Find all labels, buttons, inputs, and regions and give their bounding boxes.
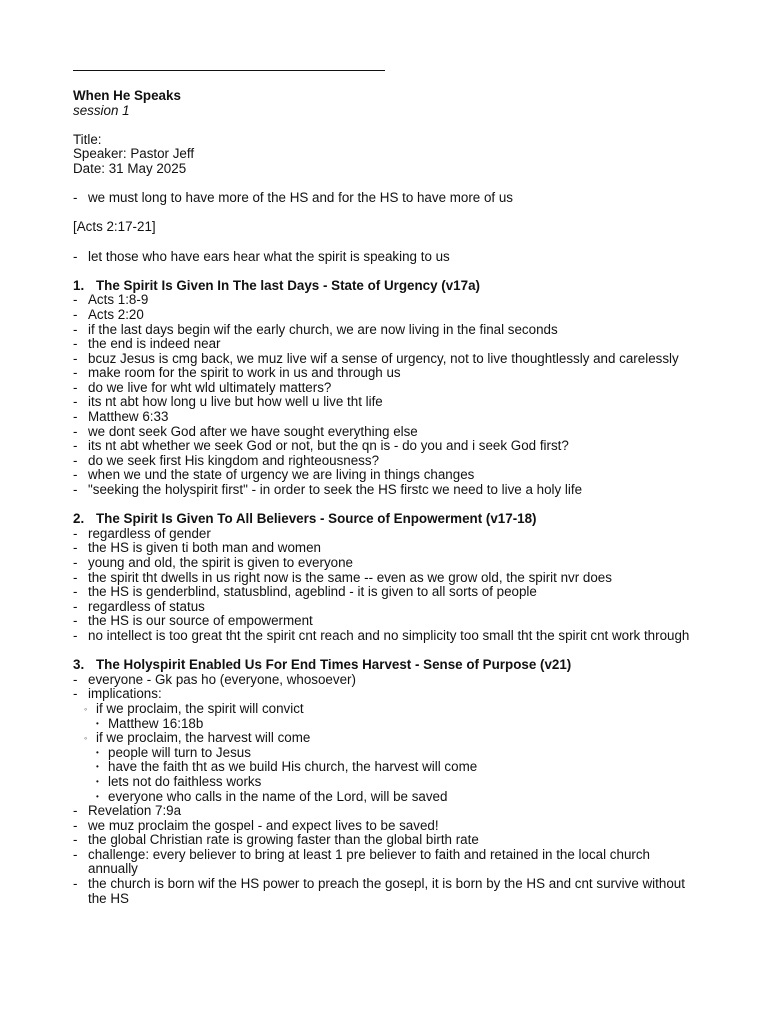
list-item: - regardless of gender	[73, 525, 211, 541]
list-item: - when we und the state of urgency we are living in things changes	[73, 467, 475, 483]
list-item: - Matthew 6:33	[73, 409, 169, 425]
list-item: - make room for the spirit to work in us and through us	[73, 365, 401, 381]
list-item: - "seeking the holyspirit first" - in order to seek the HS firstc we need to live a holy life	[73, 482, 583, 498]
list-item: - we muz proclaim the gospel - and expect lives to be saved!	[73, 817, 439, 833]
bullet-item: • have the faith tht as we build His church, the harvest will come	[96, 759, 478, 775]
list-item: - Acts 1:8-9	[73, 292, 149, 308]
date-field: Date: 31 May 2025	[73, 160, 187, 176]
section-3-list	[73, 804, 693, 906]
sub-list-item: ◦ if we proclaim, the harvest will come	[84, 730, 311, 746]
doc-title: When He Speaks	[73, 88, 181, 103]
list-item: - Acts 2:20	[73, 306, 144, 322]
list-item: - regardless of status	[73, 598, 205, 614]
bullet-item: • everyone who calls in the name of the Lord, will be saved	[96, 788, 448, 804]
intro-point: - let those who have ears hear what the spirit is speaking to us	[73, 248, 450, 264]
list-item: - the HS is our source of empowerment	[73, 613, 313, 629]
list-item: - do we seek first His kingdom and righteousness?	[73, 452, 380, 468]
bullet-item: • Matthew 16:18b	[96, 715, 204, 731]
sub1-bullets	[73, 717, 693, 732]
list-item: - young and old, the spirit is given to everyone	[73, 555, 354, 570]
section-2-list	[73, 527, 693, 644]
bullet-item: • people will turn to Jesus	[96, 744, 251, 760]
list-item: - its nt abt whether we seek God or not, but the qn is - do you and i seek God first?	[73, 438, 569, 454]
document-page	[73, 70, 693, 906]
section-heading-3: 3. The Holyspirit Enabled Us For End Times Harvest - Sense of Purpose (v21)	[73, 657, 572, 673]
list-item: - do we live for wht wld ultimately matters?	[73, 379, 332, 395]
list-item: - its nt abt how long u live but how well u live tht life	[73, 394, 383, 410]
intro-point: - we must long to have more of the HS and for the HS to have more of us	[73, 190, 514, 206]
section-heading-1: 1. The Spirit Is Given In The last Days - State of Urgency (v17a)	[73, 277, 480, 293]
list-item: - we dont seek God after we have sought everything else	[73, 423, 418, 439]
list-item: - the global Christian rate is growing faster than the global birth rate	[73, 832, 479, 848]
session-label: session 1	[73, 102, 130, 118]
speaker-field: Speaker: Pastor Jeff	[73, 146, 195, 162]
section-1-list	[73, 293, 693, 497]
list-item: - bcuz Jesus is cmg back, we muz live wif a sense of urgency, not to live thoughtlessly and carelessly	[73, 350, 679, 366]
list-item: - the church is born wif the HS power to preach the gosepl, it is born by the HS and cnt survive without the HS	[73, 876, 685, 906]
list-item: - Revelation 7:9a	[73, 803, 182, 819]
sub-list-item: ◦ if we proclaim, the spirit will convict	[84, 700, 304, 716]
title-field: Title:	[73, 131, 102, 147]
list-item: - implications:	[73, 686, 162, 702]
scripture-reference: [Acts 2:17-21]	[73, 219, 156, 235]
sub2-bullets	[73, 746, 693, 804]
list-item: - if the last days begin wif the early church, we are now living in the final seconds	[73, 321, 558, 337]
section-heading-2: 2. The Spirit Is Given To All Believers - Source of Enpowerment (v17-18)	[73, 511, 537, 527]
top-rule	[73, 70, 385, 71]
list-item: - everyone - Gk pas ho (everyone, whosoever)	[73, 671, 356, 687]
list-item: - the HS is given ti both man and women	[73, 540, 321, 556]
list-item: - no intellect is too great tht the spirit cnt reach and no simplicity too small tht the spirit cnt work through	[73, 627, 690, 643]
list-item: - the HS is genderblind, statusblind, ageblind - it is given to all sorts of people	[73, 584, 537, 600]
list-item: - the spirit tht dwells in us right now is the same -- even as we grow old, the spirit nvr does	[73, 569, 612, 585]
list-item: - challenge: every believer to bring at least 1 pre believer to faith and retained in the local church annually	[73, 846, 651, 877]
bullet-item: • lets not do faithless works	[96, 773, 262, 789]
list-item: - the end is indeed near	[73, 336, 221, 352]
